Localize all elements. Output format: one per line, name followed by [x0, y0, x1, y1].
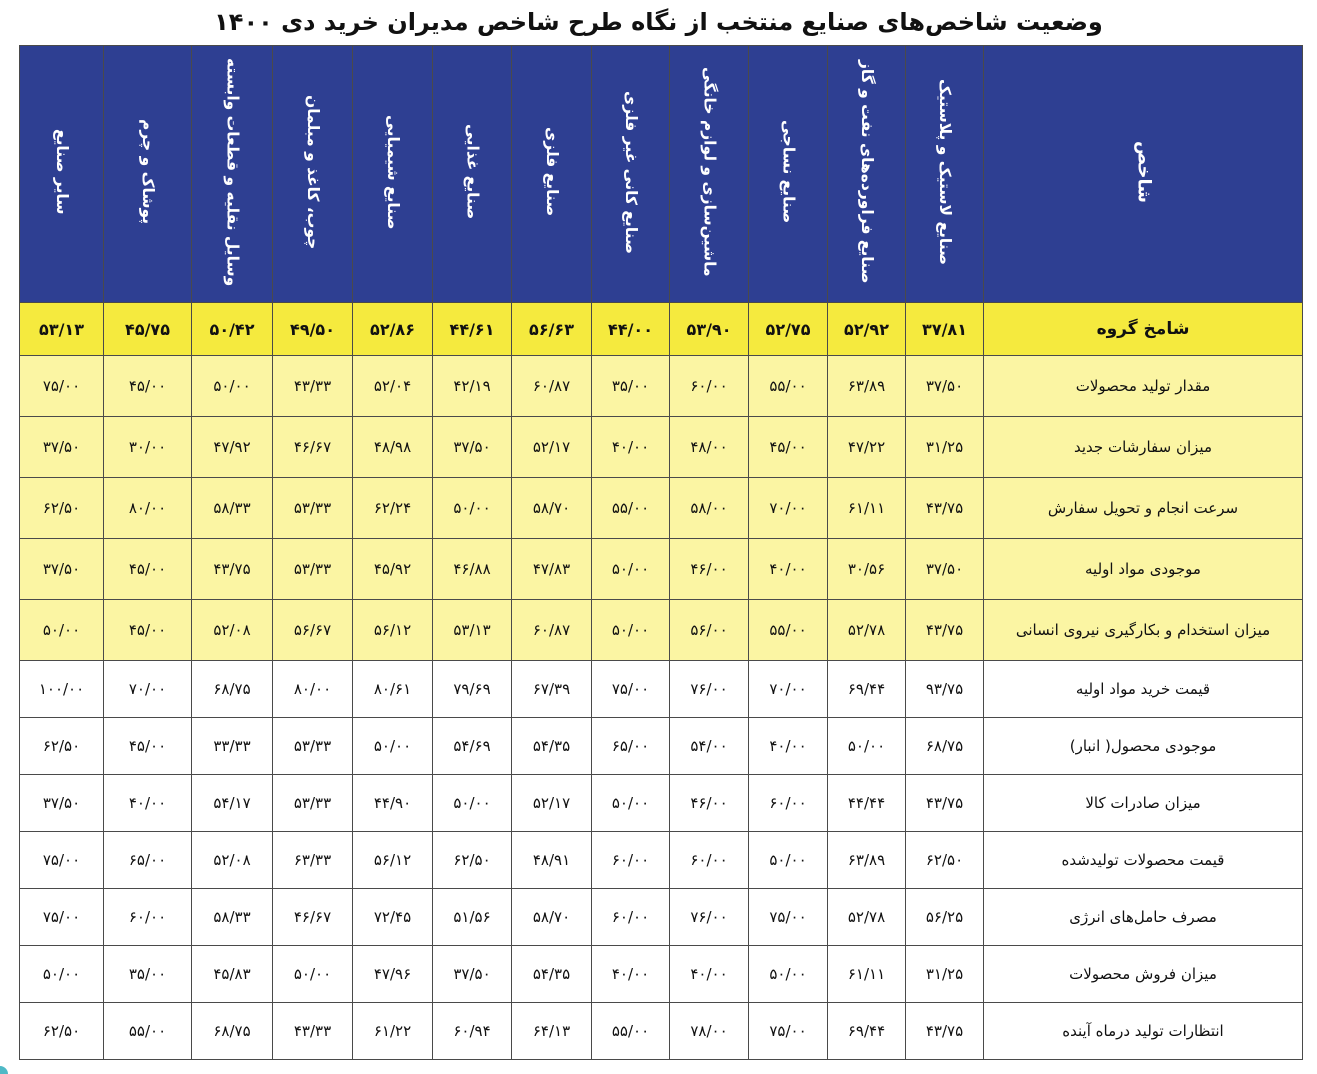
row-label: موجودی مواد اولیه	[984, 539, 1303, 600]
row-label: قیمت محصولات تولیدشده	[984, 832, 1303, 889]
value-cell: ۷۵/۰۰	[20, 889, 104, 946]
value-cell: ۵۴/۶۹	[433, 718, 512, 775]
column-header-text: ماشین‌سازی و لوازم خانگی	[700, 67, 719, 277]
value-cell: ۵۲/۷۸	[828, 889, 906, 946]
value-cell: ۶۲/۵۰	[20, 478, 104, 539]
column-header	[906, 46, 984, 303]
value-cell: ۵۵/۰۰	[749, 356, 828, 417]
column-header	[20, 46, 104, 303]
value-cell: ۶۰/۰۰	[592, 889, 670, 946]
value-cell: ۶۱/۱۱	[828, 946, 906, 1003]
value-cell: ۵۰/۰۰	[433, 775, 512, 832]
value-cell: ۵۰/۰۰	[592, 600, 670, 661]
column-header	[749, 46, 828, 303]
value-cell: ۴۷/۹۲	[192, 417, 273, 478]
row-label: موجودی محصول( انبار)	[984, 718, 1303, 775]
value-cell: ۴۵/۰۰	[104, 356, 192, 417]
value-cell: ۵۳/۳۳	[273, 718, 353, 775]
value-cell: ۴۷/۲۲	[828, 417, 906, 478]
value-cell: ۶۰/۰۰	[749, 775, 828, 832]
value-cell: ۴۴/۶۱	[433, 303, 512, 356]
value-cell: ۵۰/۰۰	[433, 478, 512, 539]
value-cell: ۴۷/۹۶	[353, 946, 433, 1003]
column-header	[192, 46, 273, 303]
column-header-text: صنایع فلزی	[543, 127, 562, 217]
value-cell: ۵۰/۰۰	[273, 946, 353, 1003]
row-label: انتظارات تولید درماه آینده	[984, 1003, 1303, 1060]
value-cell: ۵۰/۰۰	[592, 775, 670, 832]
column-header-text: سایر صنایع	[53, 129, 72, 215]
value-cell: ۴۰/۰۰	[749, 718, 828, 775]
value-cell: ۵۴/۱۷	[192, 775, 273, 832]
row-label: سرعت انجام و تحویل سفارش	[984, 478, 1303, 539]
value-cell: ۷۵/۰۰	[749, 889, 828, 946]
value-cell: ۸۰/۰۰	[273, 661, 353, 718]
value-cell: ۵۲/۸۶	[353, 303, 433, 356]
column-header-text: صنایع لاستیک و پلاستیک	[936, 78, 955, 266]
value-cell: ۳۷/۸۱	[906, 303, 984, 356]
value-cell: ۷۵/۰۰	[20, 832, 104, 889]
value-cell: ۷۸/۰۰	[670, 1003, 749, 1060]
value-cell: ۳۵/۰۰	[592, 356, 670, 417]
column-header	[592, 46, 670, 303]
label-column-header	[984, 46, 1303, 303]
header-row	[20, 46, 1303, 303]
table-row	[20, 946, 1303, 1003]
column-header	[670, 46, 749, 303]
value-cell: ۷۵/۰۰	[20, 356, 104, 417]
value-cell: ۷۵/۰۰	[749, 1003, 828, 1060]
value-cell: ۶۰/۸۷	[512, 356, 592, 417]
value-cell: ۴۲/۱۹	[433, 356, 512, 417]
row-label: میزان سفارشات جدید	[984, 417, 1303, 478]
table-row	[20, 600, 1303, 661]
value-cell: ۵۲/۷۵	[749, 303, 828, 356]
column-header-text: صنایع فراورده‌های نفت و گاز	[858, 60, 877, 284]
value-cell: ۵۶/۱۲	[353, 832, 433, 889]
value-cell: ۶۳/۸۹	[828, 832, 906, 889]
value-cell: ۴۴/۰۰	[592, 303, 670, 356]
value-cell: ۳۷/۵۰	[433, 946, 512, 1003]
value-cell: ۵۴/۳۵	[512, 718, 592, 775]
value-cell: ۷۲/۴۵	[353, 889, 433, 946]
value-cell: ۵۰/۰۰	[592, 539, 670, 600]
value-cell: ۵۸/۳۳	[192, 478, 273, 539]
value-cell: ۳۷/۵۰	[906, 539, 984, 600]
value-cell: ۴۷/۸۳	[512, 539, 592, 600]
column-header-text: چوب، کاغذ و مبلمان	[304, 94, 323, 250]
value-cell: ۳۱/۲۵	[906, 946, 984, 1003]
value-cell: ۶۹/۴۴	[828, 1003, 906, 1060]
table-row	[20, 775, 1303, 832]
value-cell: ۵۰/۰۰	[20, 946, 104, 1003]
value-cell: ۵۲/۷۸	[828, 600, 906, 661]
value-cell: ۵۴/۰۰	[670, 718, 749, 775]
page-title: وضعیت شاخص‌های صنایع منتخب از نگاه طرح شاخص مدیران خرید دی ۱۴۰۰	[214, 8, 1103, 36]
value-cell: ۴۵/۰۰	[104, 718, 192, 775]
value-cell: ۶۲/۵۰	[906, 832, 984, 889]
value-cell: ۵۵/۰۰	[104, 1003, 192, 1060]
row-label: میزان صادرات کالا	[984, 775, 1303, 832]
table-row	[20, 478, 1303, 539]
value-cell: ۵۵/۰۰	[592, 1003, 670, 1060]
value-cell: ۵۳/۱۳	[20, 303, 104, 356]
value-cell: ۶۵/۰۰	[592, 718, 670, 775]
value-cell: ۳۵/۰۰	[104, 946, 192, 1003]
value-cell: ۷۶/۰۰	[670, 661, 749, 718]
value-cell: ۶۰/۹۴	[433, 1003, 512, 1060]
value-cell: ۴۴/۹۰	[353, 775, 433, 832]
value-cell: ۵۰/۰۰	[353, 718, 433, 775]
value-cell: ۶۹/۴۴	[828, 661, 906, 718]
value-cell: ۵۰/۴۲	[192, 303, 273, 356]
value-cell: ۵۳/۳۳	[273, 478, 353, 539]
value-cell: ۵۰/۰۰	[749, 946, 828, 1003]
value-cell: ۸۰/۶۱	[353, 661, 433, 718]
column-header-text: پوشاک و چرم	[139, 119, 158, 225]
value-cell: ۴۳/۷۵	[906, 775, 984, 832]
row-label: مصرف حامل‌های انرژی	[984, 889, 1303, 946]
value-cell: ۵۰/۰۰	[749, 832, 828, 889]
value-cell: ۴۳/۷۵	[906, 1003, 984, 1060]
value-cell: ۴۰/۰۰	[749, 539, 828, 600]
value-cell: ۳۷/۵۰	[906, 356, 984, 417]
value-cell: ۴۰/۰۰	[592, 417, 670, 478]
column-header-text: صنایع شیمیایی	[384, 114, 403, 230]
value-cell: ۵۶/۶۷	[273, 600, 353, 661]
value-cell: ۵۸/۰۰	[670, 478, 749, 539]
value-cell: ۴۶/۸۸	[433, 539, 512, 600]
value-cell: ۵۸/۳۳	[192, 889, 273, 946]
row-label: میزان استخدام و بکارگیری نیروی انسانی	[984, 600, 1303, 661]
value-cell: ۶۵/۰۰	[104, 832, 192, 889]
value-cell: ۵۵/۰۰	[592, 478, 670, 539]
indices-table	[19, 45, 1303, 1060]
value-cell: ۳۳/۳۳	[192, 718, 273, 775]
value-cell: ۴۶/۰۰	[670, 539, 749, 600]
value-cell: ۷۰/۰۰	[749, 478, 828, 539]
value-cell: ۴۰/۰۰	[670, 946, 749, 1003]
value-cell: ۵۱/۵۶	[433, 889, 512, 946]
table-row	[20, 889, 1303, 946]
value-cell: ۴۵/۰۰	[104, 539, 192, 600]
column-header	[433, 46, 512, 303]
value-cell: ۳۱/۲۵	[906, 417, 984, 478]
label-column-header-text: شاخص	[1133, 141, 1155, 203]
value-cell: ۳۰/۰۰	[104, 417, 192, 478]
table-row	[20, 1003, 1303, 1060]
value-cell: ۵۵/۰۰	[749, 600, 828, 661]
value-cell: ۶۰/۰۰	[592, 832, 670, 889]
row-label: مقدار تولید محصولات	[984, 356, 1303, 417]
value-cell: ۷۰/۰۰	[104, 661, 192, 718]
value-cell: ۶۰/۰۰	[104, 889, 192, 946]
value-cell: ۵۲/۹۲	[828, 303, 906, 356]
value-cell: ۶۸/۷۵	[192, 1003, 273, 1060]
table-body	[20, 303, 1303, 1060]
value-cell: ۴۳/۷۵	[906, 600, 984, 661]
value-cell: ۷۹/۶۹	[433, 661, 512, 718]
value-cell: ۴۵/۰۰	[104, 600, 192, 661]
column-header-text: وسایل نقلیه و قطعات وابسته	[223, 57, 242, 287]
column-header	[512, 46, 592, 303]
value-cell: ۴۰/۰۰	[592, 946, 670, 1003]
value-cell: ۵۳/۳۳	[273, 775, 353, 832]
value-cell: ۶۲/۲۴	[353, 478, 433, 539]
value-cell: ۴۵/۰۰	[749, 417, 828, 478]
row-label: شامخ گروه	[984, 303, 1303, 356]
value-cell: ۴۳/۳۳	[273, 356, 353, 417]
row-label: میزان فروش محصولات	[984, 946, 1303, 1003]
value-cell: ۶۴/۱۳	[512, 1003, 592, 1060]
column-header	[828, 46, 906, 303]
table-row	[20, 832, 1303, 889]
table-row	[20, 539, 1303, 600]
value-cell: ۵۳/۹۰	[670, 303, 749, 356]
value-cell: ۶۱/۲۲	[353, 1003, 433, 1060]
value-cell: ۵۰/۰۰	[20, 600, 104, 661]
value-cell: ۸۰/۰۰	[104, 478, 192, 539]
value-cell: ۵۶/۰۰	[670, 600, 749, 661]
value-cell: ۶۲/۵۰	[20, 1003, 104, 1060]
value-cell: ۴۸/۰۰	[670, 417, 749, 478]
value-cell: ۵۸/۷۰	[512, 889, 592, 946]
value-cell: ۴۹/۵۰	[273, 303, 353, 356]
value-cell: ۵۴/۳۵	[512, 946, 592, 1003]
value-cell: ۳۷/۵۰	[20, 539, 104, 600]
value-cell: ۵۲/۰۸	[192, 600, 273, 661]
corner-decoration	[0, 1066, 8, 1074]
value-cell: ۶۷/۳۹	[512, 661, 592, 718]
value-cell: ۳۷/۵۰	[433, 417, 512, 478]
value-cell: ۶۰/۸۷	[512, 600, 592, 661]
value-cell: ۴۵/۷۵	[104, 303, 192, 356]
value-cell: ۴۵/۸۳	[192, 946, 273, 1003]
column-header-text: صنایع کانی غیر فلزی	[622, 90, 641, 254]
value-cell: ۹۳/۷۵	[906, 661, 984, 718]
column-header	[273, 46, 353, 303]
value-cell: ۶۸/۷۵	[906, 718, 984, 775]
column-header-text: صنایع غذایی	[463, 124, 482, 220]
value-cell: ۵۲/۰۴	[353, 356, 433, 417]
value-cell: ۵۳/۱۳	[433, 600, 512, 661]
value-cell: ۳۷/۵۰	[20, 775, 104, 832]
value-cell: ۶۲/۵۰	[433, 832, 512, 889]
table-row	[20, 356, 1303, 417]
value-cell: ۵۲/۱۷	[512, 775, 592, 832]
value-cell: ۶۰/۰۰	[670, 356, 749, 417]
value-cell: ۶۲/۵۰	[20, 718, 104, 775]
value-cell: ۴۰/۰۰	[104, 775, 192, 832]
value-cell: ۷۰/۰۰	[749, 661, 828, 718]
column-header	[104, 46, 192, 303]
value-cell: ۶۰/۰۰	[670, 832, 749, 889]
value-cell: ۶۳/۸۹	[828, 356, 906, 417]
value-cell: ۵۶/۲۵	[906, 889, 984, 946]
value-cell: ۵۶/۶۳	[512, 303, 592, 356]
value-cell: ۳۷/۵۰	[20, 417, 104, 478]
value-cell: ۶۸/۷۵	[192, 661, 273, 718]
value-cell: ۴۴/۴۴	[828, 775, 906, 832]
value-cell: ۴۳/۳۳	[273, 1003, 353, 1060]
value-cell: ۴۳/۷۵	[906, 478, 984, 539]
group-index-row	[20, 303, 1303, 356]
value-cell: ۴۶/۶۷	[273, 417, 353, 478]
value-cell: ۵۰/۰۰	[192, 356, 273, 417]
value-cell: ۴۳/۷۵	[192, 539, 273, 600]
value-cell: ۴۸/۹۱	[512, 832, 592, 889]
value-cell: ۶۱/۱۱	[828, 478, 906, 539]
value-cell: ۵۸/۷۰	[512, 478, 592, 539]
value-cell: ۴۸/۹۸	[353, 417, 433, 478]
value-cell: ۴۶/۶۷	[273, 889, 353, 946]
table-row	[20, 661, 1303, 718]
table-row	[20, 417, 1303, 478]
value-cell: ۴۶/۰۰	[670, 775, 749, 832]
value-cell: ۵۰/۰۰	[828, 718, 906, 775]
value-cell: ۵۲/۱۷	[512, 417, 592, 478]
value-cell: ۵۲/۰۸	[192, 832, 273, 889]
value-cell: ۴۵/۹۲	[353, 539, 433, 600]
column-header	[353, 46, 433, 303]
table-row	[20, 718, 1303, 775]
row-label: قیمت خرید مواد اولیه	[984, 661, 1303, 718]
value-cell: ۳۰/۵۶	[828, 539, 906, 600]
value-cell: ۶۳/۳۳	[273, 832, 353, 889]
value-cell: ۱۰۰/۰۰	[20, 661, 104, 718]
value-cell: ۵۳/۳۳	[273, 539, 353, 600]
column-header-text: صنایع نساجی	[779, 120, 798, 224]
value-cell: ۷۶/۰۰	[670, 889, 749, 946]
value-cell: ۵۶/۱۲	[353, 600, 433, 661]
value-cell: ۷۵/۰۰	[592, 661, 670, 718]
